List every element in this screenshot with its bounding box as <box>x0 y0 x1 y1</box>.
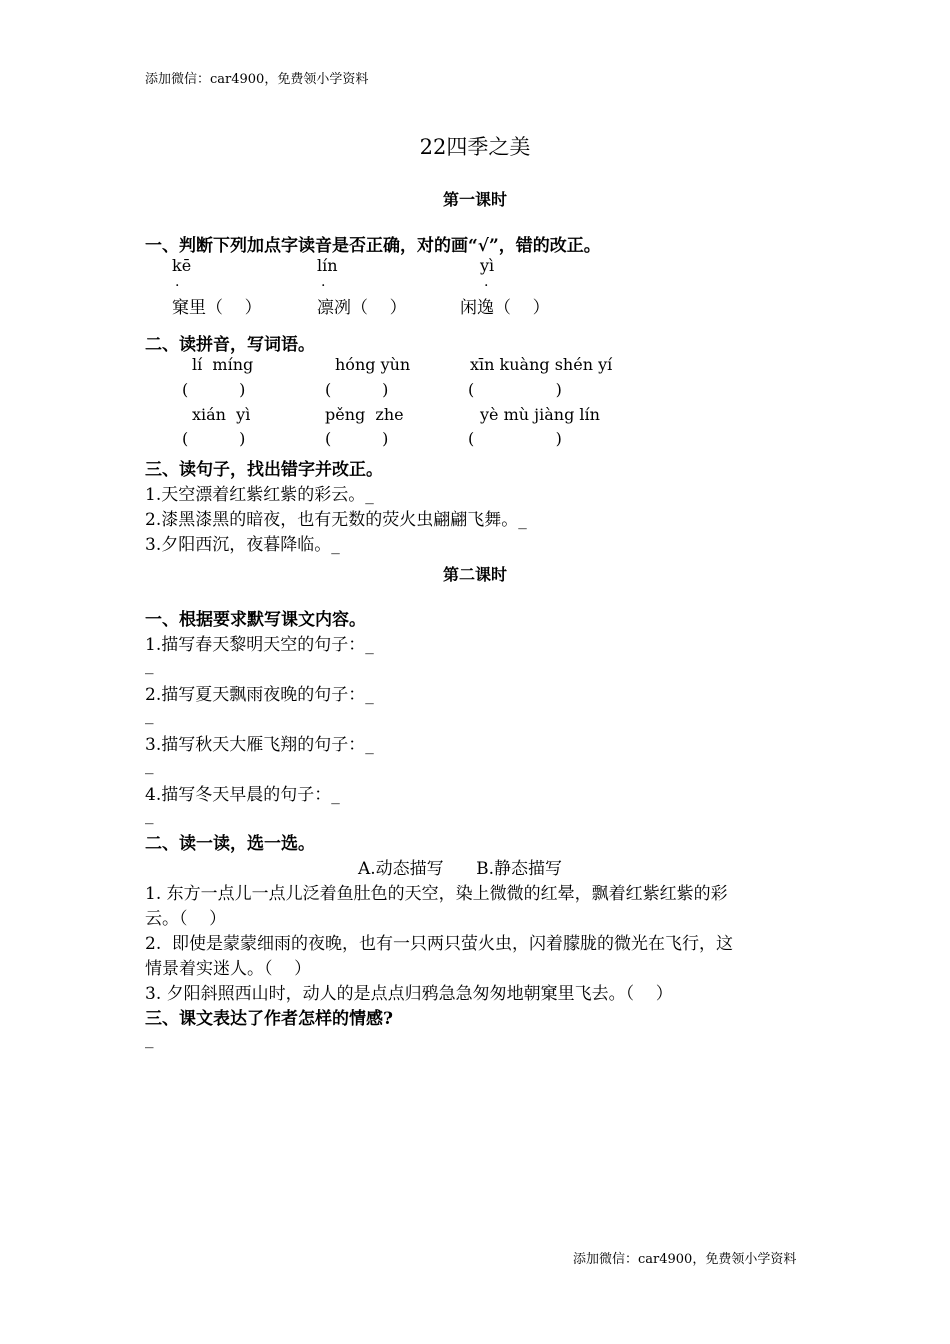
pinyin: xīn kuàng shén yí <box>470 355 613 374</box>
pinyin: yì <box>480 256 495 275</box>
dictation-item: 2.描写夏天飘雨夜晚的句子：_ <box>145 685 374 705</box>
l1-q3-heading: 三、读句子，找出错字并改正。 <box>145 460 383 480</box>
l2-q1-heading: 一、根据要求默写课文内容。 <box>145 610 366 630</box>
passage-line: 3. 夕阳斜照西山时，动人的是点点归鸦急急匆匆地朝窠里飞去。（ ） <box>145 984 673 1004</box>
dictation-blank: _ <box>145 805 154 825</box>
pinyin: lí míng <box>192 355 254 374</box>
lesson2-heading: 第二课时 <box>442 565 507 584</box>
emphasis-dot: . <box>321 274 326 290</box>
l2-q2-heading: 二、读一读，选一选。 <box>145 834 315 854</box>
emphasis-dot: . <box>175 274 180 290</box>
lesson1-heading: 第一课时 <box>442 190 507 209</box>
footer-note: 添加微信：car4900，免费领小学资料 <box>573 1252 797 1267</box>
pinyin: lín <box>317 256 338 275</box>
page-title: 22四季之美 <box>419 135 531 159</box>
dictation-blank: _ <box>145 655 154 675</box>
pinyin: kē <box>172 256 192 275</box>
dictation-blank: _ <box>145 755 154 775</box>
answer-blank: ( ) <box>182 380 246 399</box>
l1-q2-heading: 二、读拼音，写词语。 <box>145 335 315 355</box>
answer-line: _ <box>145 1029 154 1049</box>
answer-blank: ( ) <box>468 429 562 448</box>
answer-blank: ( ) <box>468 380 562 399</box>
passage-line: 情景着实迷人。（ ） <box>145 959 312 979</box>
passage-line: 2. 即使是蒙蒙细雨的夜晚，也有一只两只萤火虫，闪着朦胧的微光在飞行，这 <box>145 934 734 954</box>
choice-options: A.动态描写 B.静态描写 <box>358 859 562 879</box>
header-note: 添加微信：car4900，免费领小学资料 <box>145 72 369 87</box>
l1-q1-heading: 一、判断下列加点字读音是否正确，对的画“√”，错的改正。 <box>145 236 601 256</box>
answer-blank: ( ) <box>182 429 246 448</box>
pinyin: pěng zhe <box>325 405 404 424</box>
word-item: 窠里（ ） <box>172 298 262 318</box>
l2-q3-heading: 三、课文表达了作者怎样的情感? <box>145 1009 393 1029</box>
sentence-line: 1.天空漂着红紫红紫的彩云。_ <box>145 485 374 505</box>
emphasis-dot: . <box>484 274 489 290</box>
pinyin: hóng yùn <box>335 355 411 374</box>
passage-line: 云。（ ） <box>145 909 227 929</box>
dictation-item: 3.描写秋天大雁飞翔的句子：_ <box>145 735 374 755</box>
pinyin: xián yì <box>192 405 251 424</box>
pinyin: yè mù jiàng lín <box>480 405 600 424</box>
answer-blank: ( ) <box>325 380 389 399</box>
passage-line: 1. 东方一点儿一点儿泛着鱼肚色的天空，染上微微的红晕，飘着红紫红紫的彩 <box>145 884 728 904</box>
sentence-line: 2.漆黑漆黑的暗夜，也有无数的荧火虫翩翩飞舞。_ <box>145 510 527 530</box>
dictation-blank: _ <box>145 705 154 725</box>
word-item: 闲逸（ ） <box>460 298 550 318</box>
word-item: 凛冽（ ） <box>317 298 407 318</box>
sentence-line: 3.夕阳西沉，夜暮降临。_ <box>145 535 340 555</box>
answer-blank: ( ) <box>325 429 389 448</box>
dictation-item: 1.描写春天黎明天空的句子：_ <box>145 635 374 655</box>
dictation-item: 4.描写冬天早晨的句子：_ <box>145 785 340 805</box>
